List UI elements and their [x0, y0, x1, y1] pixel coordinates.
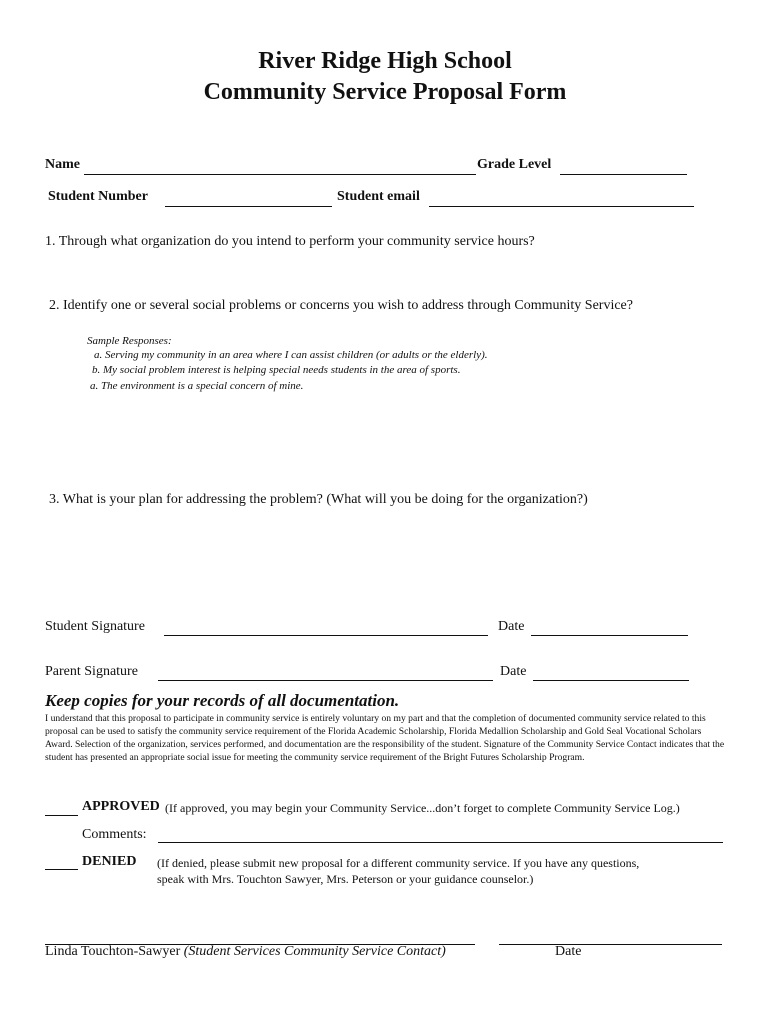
student-signature-label: Student Signature: [45, 619, 145, 634]
denied-note-line1: (If denied, please submit new proposal for a different community service. If you have any questions,: [157, 856, 640, 870]
comments-field[interactable]: [158, 842, 723, 843]
name-label: Name: [45, 157, 80, 172]
keep-copies-heading: Keep copies for your records of all documentation.: [45, 691, 400, 710]
question-3: 3. What is your plan for addressing the problem? (What will you be doing for the organization?): [49, 492, 588, 507]
contact-signature-block: [45, 944, 446, 960]
grade-level-field[interactable]: [560, 174, 687, 175]
student-signature-field[interactable]: [164, 635, 488, 636]
contact-role: (Student Services Community Service Contact): [183, 944, 446, 959]
parent-date-label: Date: [500, 664, 527, 679]
contact-date-line[interactable]: [499, 944, 722, 945]
form-title-line2: Community Service Proposal Form: [203, 79, 567, 105]
form-title-line1: River Ridge High School: [258, 48, 512, 74]
parent-signature-label: Parent Signature: [45, 664, 138, 679]
parent-signature-field[interactable]: [158, 680, 493, 681]
comments-label: Comments:: [82, 827, 147, 842]
name-field[interactable]: [84, 174, 476, 175]
student-email-field[interactable]: [429, 206, 694, 207]
sample-response-item: a. The environment is a special concern of mine.: [90, 380, 304, 392]
sample-responses-heading: Sample Responses:: [87, 335, 172, 347]
approved-checkline[interactable]: [45, 815, 78, 816]
disclaimer-text: I understand that this proposal to participate in community service is entirely voluntary on my part and that the completion of documented community service related to this proposal can be used to satisfy the community service requirement of the Florida Academic Scholarship, Florida Medallion Scholarship and Gold Seal Vocational Scholars Award. Selection of the organization, services performed, and documentation are the responsibility of the student. Signature of the Community Service Contact indicates that the student has presented an appropriate social issue for meeting the community service requirement of the Bright Futures Scholarship Program.: [45, 713, 725, 763]
approved-note: (If approved, you may begin your Community Service...don’t forget to complete Community Service Log.): [165, 801, 680, 815]
contact-date-label: Date: [555, 944, 582, 959]
denied-checkline[interactable]: [45, 869, 78, 870]
question-2: 2. Identify one or several social problems or concerns you wish to address through Community Service?: [49, 298, 633, 313]
sample-response-item: a. Serving my community in an area where I can assist children (or adults or the elderly).: [94, 349, 488, 361]
denied-note-line2: speak with Mrs. Touchton Sawyer, Mrs. Peterson or your guidance counselor.): [157, 872, 534, 886]
contact-name: Linda Touchton-Sawyer: [45, 944, 181, 959]
student-number-field[interactable]: [165, 206, 332, 207]
approved-label: APPROVED: [82, 799, 160, 814]
student-date-label: Date: [498, 619, 525, 634]
grade-level-label: Grade Level: [477, 157, 552, 172]
sample-response-item: b. My social problem interest is helping special needs students in the area of sports.: [92, 364, 461, 376]
student-email-label: Student email: [337, 189, 420, 204]
student-date-field[interactable]: [531, 635, 688, 636]
denied-label: DENIED: [82, 854, 137, 869]
parent-date-field[interactable]: [533, 680, 689, 681]
student-number-label: Student Number: [48, 189, 148, 204]
question-1: 1. Through what organization do you intend to perform your community service hours?: [45, 234, 535, 249]
